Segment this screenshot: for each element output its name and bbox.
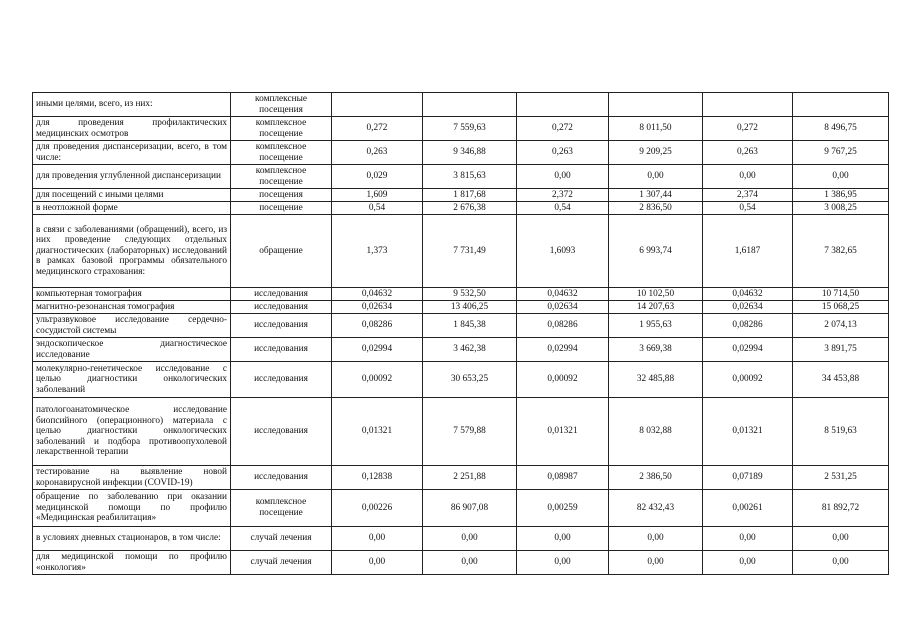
row-value-cell: 3 891,75 (793, 338, 889, 362)
row-value-cell: 0,04632 (332, 288, 423, 301)
row-value-cell: 0,272 (703, 117, 793, 141)
row-indicator-name: обращение по заболеванию при оказании медицинской помощи по профилю «Медицинская реабилитация» (33, 490, 231, 527)
table-row (33, 398, 889, 466)
row-value-cell: 2 074,13 (793, 314, 889, 338)
row-unit: случай лечения (231, 551, 332, 575)
row-value-cell: 82 432,43 (609, 490, 703, 527)
row-value-cell: 0,02994 (332, 338, 423, 362)
table-row (33, 527, 889, 551)
row-value-cell: 0,02994 (703, 338, 793, 362)
table-row (33, 165, 889, 189)
row-value-cell: 0,07189 (703, 466, 793, 490)
row-value-cell: 1 955,63 (609, 314, 703, 338)
table-body (33, 93, 889, 575)
row-value-cell: 0,54 (703, 202, 793, 215)
row-value-cell (793, 93, 889, 117)
row-value-cell (517, 93, 609, 117)
row-value-cell: 7 579,88 (423, 398, 517, 466)
row-value-cell: 1 386,95 (793, 189, 889, 202)
table-row (33, 301, 889, 314)
row-value-cell: 0,00 (703, 527, 793, 551)
row-indicator-name: иными целями, всего, из них: (33, 93, 231, 117)
row-unit: обращение (231, 215, 332, 288)
row-value-cell: 0,54 (517, 202, 609, 215)
row-value-cell: 1 817,68 (423, 189, 517, 202)
row-value-cell: 2 531,25 (793, 466, 889, 490)
row-value-cell: 0,029 (332, 165, 423, 189)
row-unit: посещения (231, 189, 332, 202)
row-value-cell: 9 346,88 (423, 141, 517, 165)
row-value-cell: 30 653,25 (423, 362, 517, 398)
row-value-cell: 9 532,50 (423, 288, 517, 301)
row-value-cell: 0,00 (332, 527, 423, 551)
row-value-cell: 2 676,38 (423, 202, 517, 215)
table-row (33, 93, 889, 117)
row-value-cell: 0,08987 (517, 466, 609, 490)
row-value-cell: 0,00261 (703, 490, 793, 527)
table-row (33, 202, 889, 215)
row-value-cell: 0,04632 (703, 288, 793, 301)
row-value-cell: 0,01321 (517, 398, 609, 466)
row-unit: исследования (231, 362, 332, 398)
table-row (33, 215, 889, 288)
row-value-cell: 0,00 (703, 551, 793, 575)
row-value-cell: 2 836,50 (609, 202, 703, 215)
row-value-cell: 0,08286 (517, 314, 609, 338)
row-value-cell (423, 93, 517, 117)
row-value-cell (332, 93, 423, 117)
row-value-cell: 0,02634 (332, 301, 423, 314)
row-indicator-name: патологоанатомическое исследование биопсийного (операционного) материала с целью диагностики онкологических заболеваний и подбора противоопухолевой лекарственной терапии (33, 398, 231, 466)
row-unit: случай лечения (231, 527, 332, 551)
row-value-cell: 81 892,72 (793, 490, 889, 527)
row-value-cell: 34 453,88 (793, 362, 889, 398)
table-row (33, 338, 889, 362)
row-value-cell: 3 008,25 (793, 202, 889, 215)
row-value-cell: 0,00 (793, 165, 889, 189)
row-unit: исследования (231, 301, 332, 314)
row-value-cell: 10 714,50 (793, 288, 889, 301)
row-value-cell: 86 907,08 (423, 490, 517, 527)
row-unit: посещение (231, 202, 332, 215)
row-value-cell (609, 93, 703, 117)
row-value-cell: 0,00 (423, 551, 517, 575)
row-value-cell: 7 382,65 (793, 215, 889, 288)
row-value-cell (703, 93, 793, 117)
row-value-cell: 2 386,50 (609, 466, 703, 490)
row-value-cell: 1 845,38 (423, 314, 517, 338)
table-row (33, 490, 889, 527)
row-value-cell: 0,00 (703, 165, 793, 189)
row-value-cell: 9 767,25 (793, 141, 889, 165)
row-value-cell: 0,00 (332, 551, 423, 575)
row-value-cell: 0,263 (703, 141, 793, 165)
row-indicator-name: для посещений с иными целями (33, 189, 231, 202)
row-value-cell: 1,609 (332, 189, 423, 202)
row-value-cell: 0,04632 (517, 288, 609, 301)
row-value-cell: 0,00 (517, 165, 609, 189)
row-value-cell: 0,00 (517, 551, 609, 575)
row-value-cell: 10 102,50 (609, 288, 703, 301)
row-unit: исследования (231, 466, 332, 490)
row-value-cell: 1,6187 (703, 215, 793, 288)
row-value-cell: 0,02634 (517, 301, 609, 314)
row-value-cell: 0,272 (517, 117, 609, 141)
row-value-cell: 0,00 (793, 527, 889, 551)
standards-table (32, 92, 889, 575)
row-value-cell: 3 462,38 (423, 338, 517, 362)
row-indicator-name: для проведения профилактических медицинских осмотров (33, 117, 231, 141)
row-indicator-name: в неотложной форме (33, 202, 231, 215)
row-value-cell: 8 011,50 (609, 117, 703, 141)
row-value-cell: 0,00259 (517, 490, 609, 527)
row-value-cell: 0,00 (609, 551, 703, 575)
row-value-cell: 0,01321 (332, 398, 423, 466)
row-value-cell: 8 496,75 (793, 117, 889, 141)
row-unit: исследования (231, 398, 332, 466)
row-unit: комплексное посещение (231, 490, 332, 527)
row-value-cell: 0,272 (332, 117, 423, 141)
row-indicator-name: эндоскопическое диагностическое исследование (33, 338, 231, 362)
row-indicator-name: для проведения диспансеризации, всего, в том числе: (33, 141, 231, 165)
row-indicator-name: молекулярно-генетическое исследование с целью диагностики онкологических заболеваний (33, 362, 231, 398)
row-value-cell: 0,00092 (703, 362, 793, 398)
row-unit: комплексное посещение (231, 165, 332, 189)
row-value-cell: 0,00 (793, 551, 889, 575)
row-value-cell: 0,08286 (332, 314, 423, 338)
row-value-cell: 2,374 (703, 189, 793, 202)
row-indicator-name: в условиях дневных стационаров, в том числе: (33, 527, 231, 551)
row-indicator-name: тестирование на выявление новой коронавирусной инфекции (COVID-19) (33, 466, 231, 490)
row-value-cell: 0,00 (609, 165, 703, 189)
row-value-cell: 1,373 (332, 215, 423, 288)
row-value-cell: 0,12838 (332, 466, 423, 490)
row-value-cell: 8 032,88 (609, 398, 703, 466)
row-value-cell: 0,01321 (703, 398, 793, 466)
table-row (33, 288, 889, 301)
row-value-cell: 0,00226 (332, 490, 423, 527)
row-value-cell: 0,02634 (703, 301, 793, 314)
row-value-cell: 13 406,25 (423, 301, 517, 314)
row-unit: комплексное посещение (231, 141, 332, 165)
row-unit: исследования (231, 314, 332, 338)
row-value-cell: 7 559,63 (423, 117, 517, 141)
row-value-cell: 0,00 (517, 527, 609, 551)
row-value-cell: 1 307,44 (609, 189, 703, 202)
row-value-cell: 14 207,63 (609, 301, 703, 314)
row-indicator-name: магнитно-резонансная томография (33, 301, 231, 314)
row-value-cell: 0,00092 (332, 362, 423, 398)
row-value-cell: 0,02994 (517, 338, 609, 362)
row-unit: исследования (231, 338, 332, 362)
row-value-cell: 0,54 (332, 202, 423, 215)
row-value-cell: 1,6093 (517, 215, 609, 288)
row-value-cell: 2,372 (517, 189, 609, 202)
table-row (33, 362, 889, 398)
row-indicator-name: для медицинской помощи по профилю «онкология» (33, 551, 231, 575)
row-indicator-name: компьютерная томография (33, 288, 231, 301)
row-value-cell: 3 815,63 (423, 165, 517, 189)
row-indicator-name: ультразвуковое исследование сердечно-сосудистой системы (33, 314, 231, 338)
row-value-cell: 0,263 (332, 141, 423, 165)
row-indicator-name: для проведения углубленной диспансеризации (33, 165, 231, 189)
row-unit: исследования (231, 288, 332, 301)
row-value-cell: 2 251,88 (423, 466, 517, 490)
table-row (33, 466, 889, 490)
table-row (33, 141, 889, 165)
row-value-cell: 8 519,63 (793, 398, 889, 466)
row-value-cell: 0,00 (423, 527, 517, 551)
row-value-cell: 7 731,49 (423, 215, 517, 288)
row-unit: комплексное посещение (231, 117, 332, 141)
table-row (33, 117, 889, 141)
row-value-cell: 0,00092 (517, 362, 609, 398)
row-value-cell: 3 669,38 (609, 338, 703, 362)
row-value-cell: 0,263 (517, 141, 609, 165)
row-indicator-name: в связи с заболеваниями (обращений), всего, из них проведение следующих отдельных диагностических (лабораторных) исследований в рамках базовой программы обязательного медицинского страхования: (33, 215, 231, 288)
row-value-cell: 0,08286 (703, 314, 793, 338)
table-row (33, 314, 889, 338)
table-row (33, 189, 889, 202)
row-unit: комплексные посещения (231, 93, 332, 117)
row-value-cell: 9 209,25 (609, 141, 703, 165)
table-row (33, 551, 889, 575)
row-value-cell: 0,00 (609, 527, 703, 551)
row-value-cell: 32 485,88 (609, 362, 703, 398)
row-value-cell: 6 993,74 (609, 215, 703, 288)
row-value-cell: 15 068,25 (793, 301, 889, 314)
